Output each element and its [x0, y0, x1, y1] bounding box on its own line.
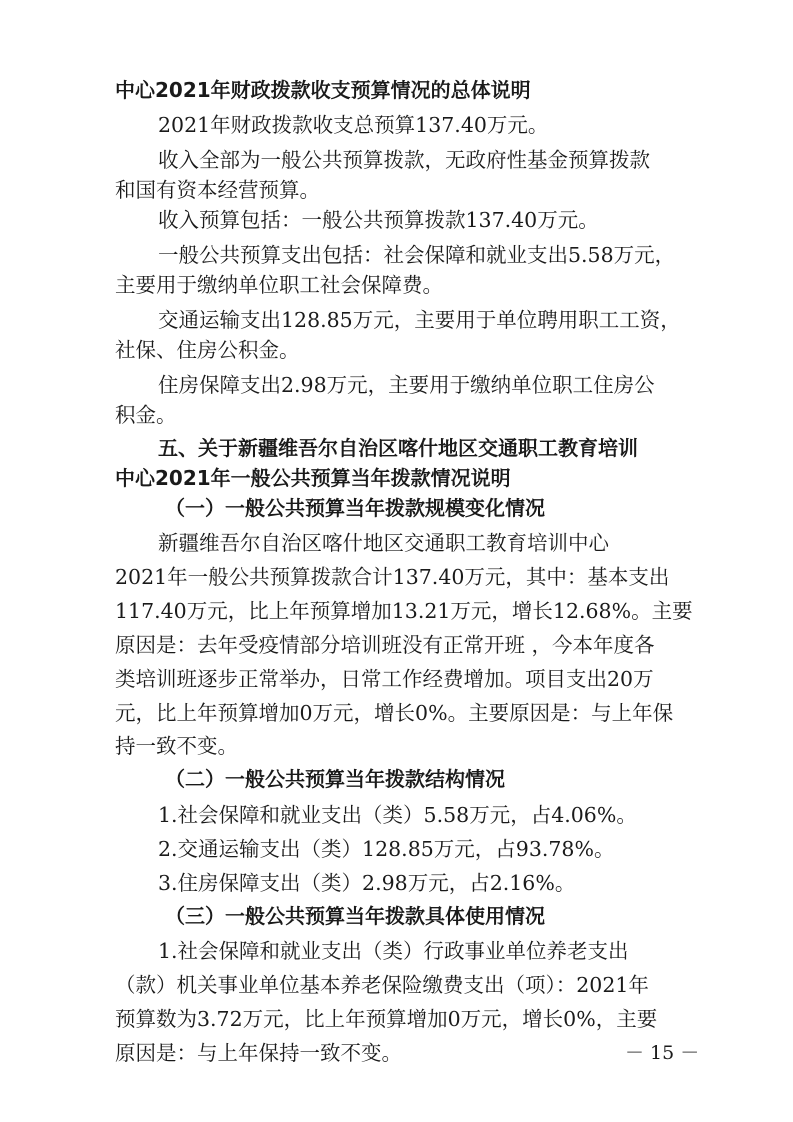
paragraph-line: 收入全部为一般公共预算拨款，无政府性基金预算拨款	[158, 148, 650, 172]
paragraph-line: 住房保障支出2.98万元，主要用于缴纳单位职工住房公	[158, 373, 655, 397]
paragraph-line: 新疆维吾尔自治区喀什地区交通职工教育培训中心	[158, 531, 609, 555]
paragraph-line: 类培训班逐步正常举办，日常工作经费增加。项目支出20万	[115, 667, 654, 691]
paragraph-line: 1.社会保障和就业支出（类）行政事业单位养老支出	[158, 939, 629, 963]
paragraph-line: 原因是：与上年保持一致不变。	[115, 1041, 402, 1065]
paragraph-line: 117.40万元，比上年预算增加13.21万元，增长12.68%。主要	[115, 599, 693, 623]
paragraph-line: 主要用于缴纳单位职工社会保障费。	[115, 273, 443, 297]
paragraph-line: 元，比上年预算增加0万元，增长0%。主要原因是：与上年保	[115, 701, 674, 725]
subheading-1: （一）一般公共预算当年拨款规模变化情况	[165, 496, 545, 520]
list-item: 2.交通运输支出（类）128.85万元，占93.78%。	[158, 837, 615, 861]
paragraph-line: （款）机关事业单位基本养老保险缴费支出（项）：2021年	[115, 973, 649, 997]
paragraph-line: 积金。	[115, 403, 177, 427]
paragraph-line: 2021年财政拨款收支总预算137.40万元。	[158, 113, 549, 137]
paragraph-line: 原因是：去年受疫情部分培训班没有正常开班 ，今本年度各	[115, 633, 655, 657]
paragraph-line: 持一致不变。	[115, 734, 238, 758]
section-heading-continued: 中心2021年财政拨款收支预算情况的总体说明	[115, 78, 531, 102]
paragraph-line: 交通运输支出128.85万元，主要用于单位聘用职工工资，	[158, 308, 681, 332]
section-heading-5-cont: 中心2021年一般公共预算当年拨款情况说明	[115, 466, 511, 490]
paragraph-line: 预算数为3.72万元，比上年预算增加0万元，增长0%，主要	[115, 1007, 658, 1031]
paragraph-line: 收入预算包括：一般公共预算拨款137.40万元。	[158, 208, 599, 232]
paragraph-line: 一般公共预算支出包括：社会保障和就业支出5.58万元，	[158, 243, 676, 267]
subheading-3: （三）一般公共预算当年拨款具体使用情况	[165, 904, 545, 928]
list-item: 3.住房保障支出（类）2.98万元，占2.16%。	[158, 871, 576, 895]
list-item: 1.社会保障和就业支出（类）5.58万元，占4.06%。	[158, 803, 637, 827]
paragraph-line: 社保、住房公积金。	[115, 338, 300, 362]
section-heading-5: 五、关于新疆维吾尔自治区喀什地区交通职工教育培训	[158, 436, 638, 460]
paragraph-line: 和国有资本经营预算。	[115, 178, 320, 202]
page-number: － 15 －	[625, 1042, 700, 1064]
subheading-2: （二）一般公共预算当年拨款结构情况	[165, 767, 505, 791]
paragraph-line: 2021年一般公共预算拨款合计137.40万元，其中：基本支出	[115, 565, 670, 589]
